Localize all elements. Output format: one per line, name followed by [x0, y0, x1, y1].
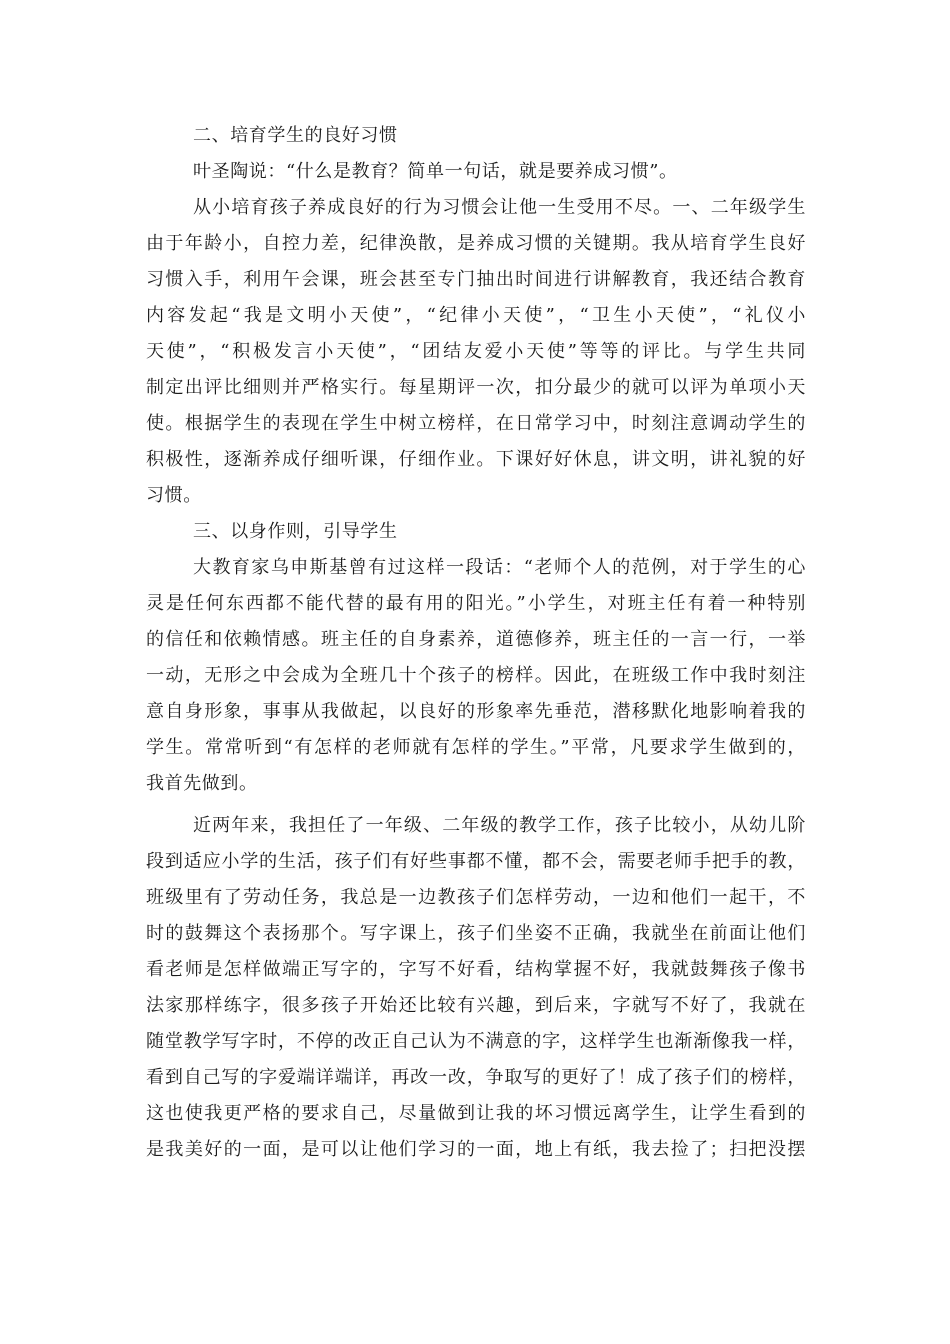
paragraph-line: 由于年龄小，自控力差，纪律涣散，是养成习惯的关键期。我从培育学生良好	[146, 233, 806, 254]
paragraph-line: 随堂教学写字时，不停的改正自己认为不满意的字，这样学生也渐渐像我一样，	[146, 1031, 806, 1052]
section-heading-line: 三、以身作则，引导学生	[193, 521, 398, 542]
document-body	[146, 118, 806, 1168]
paragraph-line: 习惯入手，利用午会课，班会甚至专门抽出时间进行讲解教育，我还结合教育	[146, 269, 806, 290]
paragraph-line: 学生。常常听到“有怎样的老师就有怎样的学生。”平常，凡要求学生做到的，	[146, 737, 806, 758]
paragraph-line: 段到适应小学的生活，孩子们有好些事都不懂，都不会，需要老师手把手的教，	[146, 851, 806, 872]
paragraph-line: 大教育家乌申斯基曾有过这样一段话：“老师个人的范例，对于学生的心	[193, 557, 806, 578]
paragraph-line: 我首先做到。	[146, 773, 258, 794]
paragraph-line: 内容发起“我是文明小天使”，“纪律小天使”，“卫生小天使”，“礼仪小	[146, 305, 806, 326]
paragraph-line: 班级里有了劳动任务，我总是一边教孩子们怎样劳动，一边和他们一起干，不	[146, 887, 806, 908]
paragraph-line: 使。根据学生的表现在学生中树立榜样，在日常学习中，时刻注意调动学生的	[146, 413, 806, 434]
paragraph-line: 看到自己写的字爱端详端详，再改一改，争取写的更好了！成了孩子们的榜样，	[146, 1067, 806, 1088]
paragraph-line: 看老师是怎样做端正写字的，字写不好看，结构掌握不好，我就鼓舞孩子像书	[146, 959, 806, 980]
paragraph-line: 这也使我更严格的要求自己，尽量做到让我的坏习惯远离学生，让学生看到的	[146, 1103, 806, 1124]
section-heading-line: 二、培育学生的良好习惯	[193, 125, 398, 146]
paragraph-line: 是我美好的一面，是可以让他们学习的一面，地上有纸，我去捡了；扫把没摆	[146, 1139, 806, 1160]
paragraph-line: 制定出评比细则并严格实行。每星期评一次，扣分最少的就可以评为单项小天	[146, 377, 806, 398]
paragraph-line: 时的鼓舞这个表扬那个。写字课上，孩子们坐姿不正确，我就坐在前面让他们	[146, 923, 806, 944]
paragraph-line: 法家那样练字，很多孩子开始还比较有兴趣，到后来，字就写不好了，我就在	[146, 995, 806, 1016]
paragraph-line: 灵是任何东西都不能代替的最有用的阳光。”小学生，对班主任有着一种特别	[146, 593, 806, 614]
paragraph-line: 的信任和依赖情感。班主任的自身素养，道德修养，班主任的一言一行，一举	[146, 629, 806, 650]
section-heading-line: 叶圣陶说：“什么是教育？简单一句话，就是要养成习惯”。	[193, 161, 678, 182]
paragraph-line: 从小培育孩子养成良好的行为习惯会让他一生受用不尽。一、二年级学生	[193, 197, 806, 218]
paragraph-line: 一动，无形之中会成为全班几十个孩子的榜样。因此，在班级工作中我时刻注	[146, 665, 806, 686]
paragraph-line: 天使”，“积极发言小天使”，“团结友爱小天使”等等的评比。与学生共同	[146, 341, 806, 362]
paragraph-line: 近两年来，我担任了一年级、二年级的教学工作，孩子比较小，从幼儿阶	[193, 815, 806, 836]
paragraph-line: 意自身形象，事事从我做起，以良好的形象率先垂范，潜移默化地影响着我的	[146, 701, 806, 722]
paragraph-line: 积极性，逐渐养成仔细听课，仔细作业。下课好好休息，讲文明，讲礼貌的好	[146, 449, 806, 470]
paragraph-line: 习惯。	[146, 485, 202, 506]
